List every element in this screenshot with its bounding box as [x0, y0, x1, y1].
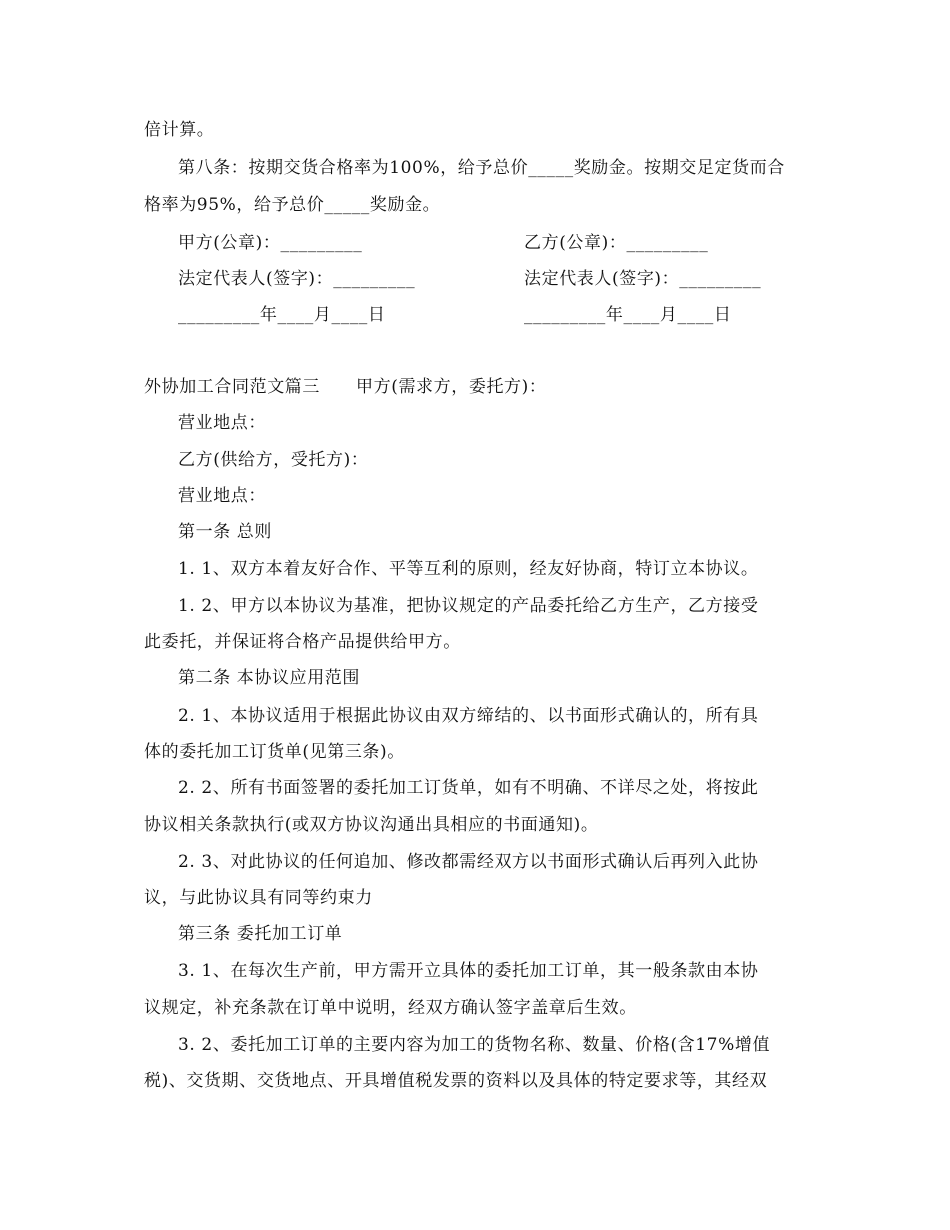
text-line: 2. 3、对此协议的任何追加、修改都需经双方以书面形式确认后再列入此协 — [178, 852, 759, 872]
text-line: 倍计算。 — [144, 120, 215, 140]
text-line: 议，与此协议具有同等约束力 — [144, 888, 373, 908]
text-line: 1. 2、甲方以本协议为基准，把协议规定的产品委托给乙方生产，乙方接受 — [178, 596, 759, 616]
text-line: 3. 2、委托加工订单的主要内容为加工的货物名称、数量、价格(含17%增值 — [178, 1035, 771, 1055]
signature-party-b-rep: 法定代表人(签字)：_________ — [524, 269, 762, 289]
signature-party-b-date: _________年____月____日 — [524, 305, 732, 325]
text-line: 3. 1、在每次生产前，甲方需开立具体的委托加工订单，其一般条款由本协 — [178, 961, 759, 981]
section-heading: 外协加工合同范文篇三 甲方(需求方，委托方)： — [144, 377, 547, 397]
text-line: 第八条：按期交货合格率为100%，给予总价_____奖励金。按期交足定货而合 — [178, 158, 785, 178]
article-heading: 第二条 本协议应用范围 — [178, 668, 361, 688]
text-line: 2. 2、所有书面签署的委托加工订货单，如有不明确、不详尽之处，将按此 — [178, 778, 759, 798]
signature-party-a-rep: 法定代表人(签字)：_________ — [178, 269, 416, 289]
signature-party-a-date: _________年____月____日 — [178, 305, 386, 325]
text-line: 营业地点： — [178, 413, 266, 433]
article-heading: 第三条 委托加工订单 — [178, 924, 343, 944]
text-line: 协议相关条款执行(或双方协议沟通出具相应的书面通知)。 — [144, 815, 599, 835]
text-line: 1. 1、双方本着友好合作、平等互利的原则，经友好协商，特订立本协议。 — [178, 559, 759, 579]
signature-party-a-seal: 甲方(公章)：_________ — [178, 233, 363, 253]
text-line: 营业地点： — [178, 486, 266, 506]
signature-party-b-seal: 乙方(公章)：_________ — [524, 233, 709, 253]
article-heading: 第一条 总则 — [178, 522, 273, 542]
text-line: 体的委托加工订货单(见第三条)。 — [144, 742, 405, 762]
text-line: 此委托，并保证将合格产品提供给甲方。 — [144, 632, 461, 652]
text-line: 乙方(供给方，受托方)： — [178, 450, 369, 470]
text-line: 2. 1、本协议适用于根据此协议由双方缔结的、以书面形式确认的，所有具 — [178, 706, 759, 726]
text-line: 格率为95%，给予总价_____奖励金。 — [144, 195, 441, 215]
text-line: 税)、交货期、交货地点、开具增值税发票的资料以及具体的特定要求等，其经双 — [144, 1071, 768, 1091]
text-line: 议规定，补充条款在订单中说明，经双方确认签字盖章后生效。 — [144, 998, 637, 1018]
